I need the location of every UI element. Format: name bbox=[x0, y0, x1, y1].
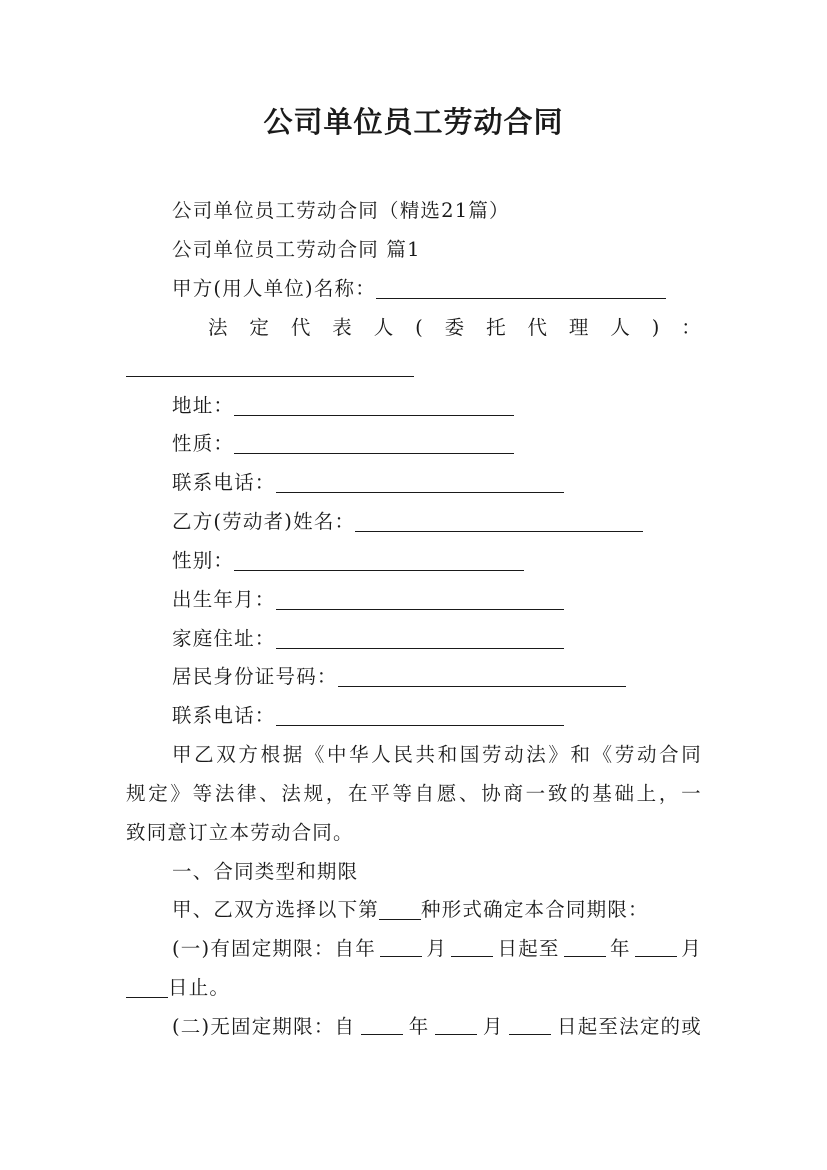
paragraph-char: 等 bbox=[392, 782, 414, 805]
id-number-label: 居民身份证号码： bbox=[172, 665, 338, 688]
paragraph-char: 人 bbox=[371, 743, 392, 766]
paragraph-char: 《 bbox=[592, 743, 614, 766]
address-label: 地址： bbox=[172, 394, 235, 417]
phone-b-label: 联系电话： bbox=[172, 704, 276, 727]
fixed-term-end-row bbox=[126, 975, 702, 1001]
paragraph-char: 愿 bbox=[436, 782, 458, 805]
paragraph-char: 》 bbox=[548, 743, 570, 766]
paragraph-char: 》 bbox=[170, 782, 192, 805]
open-start-month-blank[interactable] bbox=[435, 1014, 477, 1035]
paragraph-char: 华 bbox=[349, 743, 370, 766]
legal-rep-label-char: 代 bbox=[290, 316, 312, 339]
legal-rep-label-row bbox=[126, 315, 702, 341]
clause1-text-b: 种形式确定本合同期限： bbox=[421, 898, 649, 921]
address-row bbox=[126, 393, 748, 419]
paragraph-char: 共 bbox=[415, 743, 437, 766]
paragraph-char: 和 bbox=[570, 743, 592, 766]
paragraph-char: 一 bbox=[525, 782, 547, 805]
fixed-start-day-blank[interactable] bbox=[451, 936, 493, 957]
paragraph-char: 规 bbox=[303, 782, 325, 805]
party-a-name-row bbox=[126, 276, 748, 302]
fixed-month-text: 月 bbox=[426, 937, 448, 960]
clause1-text-row bbox=[126, 897, 748, 923]
legal-rep-label-char: 表 bbox=[332, 316, 353, 339]
paragraph-line bbox=[126, 742, 702, 768]
home-address-field[interactable] bbox=[276, 628, 564, 649]
paragraph-char: 、 bbox=[259, 782, 280, 805]
paragraph-char: 商 bbox=[503, 782, 525, 805]
paragraph-char: 和 bbox=[437, 743, 459, 766]
paragraph-char: 础 bbox=[614, 782, 636, 805]
paragraph-char: ， bbox=[658, 782, 680, 805]
paragraph-char: 据 bbox=[282, 743, 304, 766]
paragraph-char: 根 bbox=[260, 743, 282, 766]
fixed-term-prefix: (一)有固定期限：自年 bbox=[172, 937, 376, 960]
home-address-label: 家庭住址： bbox=[172, 627, 276, 650]
nature-label: 性质： bbox=[172, 432, 235, 455]
id-number-field[interactable] bbox=[338, 666, 626, 687]
paragraph-char: 动 bbox=[504, 743, 525, 766]
party-b-name-label: 乙方(劳动者)姓名： bbox=[172, 510, 356, 533]
fixed-day-from-text: 日起至 bbox=[497, 937, 560, 960]
paragraph-char: 法 bbox=[281, 782, 303, 805]
legal-rep-label-char: 法 bbox=[208, 316, 229, 339]
paragraph-char: 自 bbox=[414, 782, 436, 805]
fixed-end-year-blank[interactable] bbox=[564, 936, 606, 957]
legal-rep-label-char: ： bbox=[681, 316, 702, 339]
paragraph-char: 基 bbox=[592, 782, 613, 805]
open-month-text: 月 bbox=[482, 1015, 504, 1038]
legal-rep-label-char: 定 bbox=[249, 316, 271, 339]
birth-row bbox=[126, 587, 748, 613]
paragraph-char: 国 bbox=[459, 743, 481, 766]
paragraph-char: 民 bbox=[393, 743, 415, 766]
paragraph-char: 甲 bbox=[172, 743, 193, 766]
fixed-term-row bbox=[126, 936, 702, 962]
nature-field[interactable] bbox=[234, 433, 514, 454]
open-year-text: 年 bbox=[408, 1015, 430, 1038]
term-type-blank[interactable] bbox=[379, 899, 421, 920]
paragraph-char: 中 bbox=[326, 743, 348, 766]
legal-rep-label-char: 托 bbox=[486, 316, 507, 339]
paragraph-char: 规 bbox=[126, 782, 147, 805]
paragraph-char: 律 bbox=[237, 782, 258, 805]
open-term-prefix: (二)无固定期限：自 bbox=[172, 1015, 356, 1038]
fixed-end-day-blank[interactable] bbox=[126, 977, 168, 998]
paragraph-line: 致同意订立本劳动合同。 bbox=[126, 821, 354, 844]
paragraph-char: 劳 bbox=[481, 743, 503, 766]
fixed-year-text: 年 bbox=[610, 937, 631, 960]
fixed-end-text: 日止。 bbox=[168, 976, 231, 999]
id-number-row bbox=[126, 664, 748, 690]
paragraph-char: 方 bbox=[238, 743, 260, 766]
phone-a-field[interactable] bbox=[276, 472, 564, 493]
open-term-row bbox=[126, 1014, 702, 1040]
party-a-name-field[interactable] bbox=[376, 278, 666, 299]
phone-a-row bbox=[126, 470, 748, 496]
section-heading: 公司单位员工劳动合同 篇1 bbox=[172, 238, 421, 261]
gender-row bbox=[126, 548, 748, 574]
paragraph-char: 、 bbox=[459, 782, 480, 805]
nature-row bbox=[126, 431, 748, 457]
paragraph-char: 一 bbox=[681, 782, 702, 805]
fixed-start-month-blank[interactable] bbox=[380, 936, 422, 957]
gender-label: 性别： bbox=[172, 549, 235, 572]
paragraph-char: 双 bbox=[216, 743, 237, 766]
birth-label: 出生年月： bbox=[172, 588, 276, 611]
document-title: 公司单位员工劳动合同 bbox=[263, 105, 564, 139]
paragraph-char: 在 bbox=[348, 782, 369, 805]
document-subtitle: 公司单位员工劳动合同（精选21篇） bbox=[172, 199, 510, 222]
paragraph-char: 法 bbox=[214, 782, 236, 805]
paragraph-char: 法 bbox=[526, 743, 547, 766]
gender-field[interactable] bbox=[234, 550, 524, 571]
paragraph-char: 《 bbox=[304, 743, 326, 766]
party-b-name-field[interactable] bbox=[355, 511, 643, 532]
legal-rep-label-char: 人 bbox=[373, 316, 395, 339]
legal-rep-field-row bbox=[126, 354, 702, 380]
legal-rep-field[interactable] bbox=[126, 356, 414, 377]
paragraph-char: 乙 bbox=[194, 743, 215, 766]
legal-rep-label-char: ( bbox=[415, 316, 424, 339]
paragraph-char: 协 bbox=[481, 782, 502, 805]
clause1-heading: 一、合同类型和期限 bbox=[172, 860, 359, 883]
party-b-name-row bbox=[126, 509, 748, 535]
paragraph-char: 劳 bbox=[614, 743, 636, 766]
clause1-text-a: 甲、乙双方选择以下第 bbox=[172, 898, 380, 921]
phone-a-label: 联系电话： bbox=[172, 471, 276, 494]
paragraph-char: 动 bbox=[636, 743, 658, 766]
phone-b-row bbox=[126, 703, 748, 729]
party-a-name-label: 甲方(用人单位)名称： bbox=[172, 277, 376, 300]
phone-b-field[interactable] bbox=[276, 705, 564, 726]
legal-rep-label-char: 人 bbox=[610, 316, 632, 339]
legal-rep-label-char: ) bbox=[651, 316, 661, 339]
open-start-day-blank[interactable] bbox=[509, 1014, 551, 1035]
paragraph-char: 平 bbox=[370, 782, 391, 805]
paragraph-char: 定 bbox=[148, 782, 169, 805]
paragraph-char: 等 bbox=[192, 782, 214, 805]
legal-rep-label-char: 理 bbox=[568, 316, 590, 339]
open-start-year-blank[interactable] bbox=[361, 1014, 403, 1035]
paragraph-char: 致 bbox=[547, 782, 569, 805]
home-address-row bbox=[126, 626, 748, 652]
paragraph-char: 的 bbox=[570, 782, 591, 805]
open-rest-text: 日起至法定的或 bbox=[557, 1015, 702, 1038]
legal-rep-label-char: 代 bbox=[527, 316, 549, 339]
paragraph-char: 同 bbox=[681, 743, 702, 766]
paragraph-char: ， bbox=[325, 782, 347, 805]
paragraph-line bbox=[126, 781, 702, 807]
paragraph-char: 上 bbox=[636, 782, 658, 805]
birth-field[interactable] bbox=[276, 589, 564, 610]
address-field[interactable] bbox=[234, 395, 514, 416]
fixed-end-month-blank[interactable] bbox=[635, 936, 677, 957]
fixed-month-end-text: 月 bbox=[681, 937, 702, 960]
paragraph-char: 合 bbox=[659, 743, 680, 766]
legal-rep-label-char: 委 bbox=[444, 316, 466, 339]
